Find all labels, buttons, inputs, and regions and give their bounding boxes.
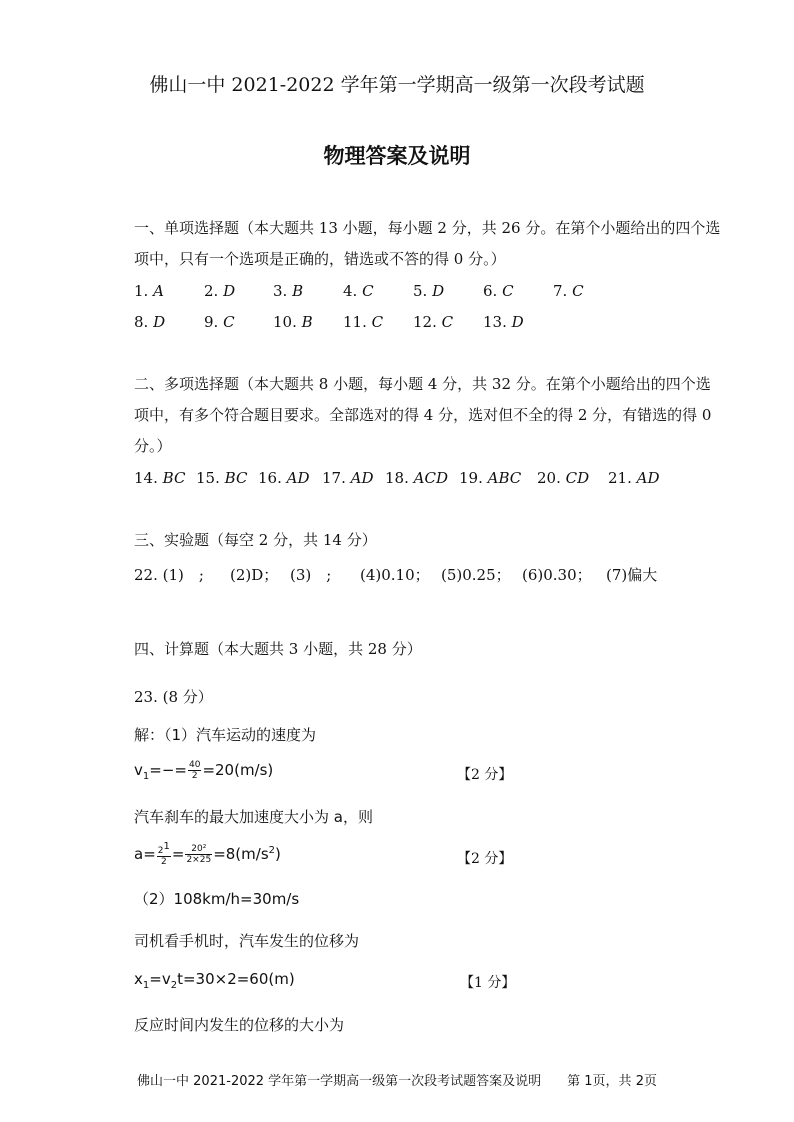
answer-item: 13. D (483, 313, 524, 331)
answer-item: 21. AD (608, 469, 660, 487)
answer-item: 12. C (413, 313, 454, 331)
blank-answer: (3) ; (290, 566, 332, 584)
unit-conversion: （2）108km/h=30m/s (134, 890, 300, 908)
page-subtitle: 物理答案及说明 (323, 143, 471, 168)
answer-item: 7. C (553, 282, 584, 300)
answer-item: 5. D (413, 282, 445, 300)
answer-item: 17. AD (322, 469, 374, 487)
score-tag: 【2 分】 (457, 767, 513, 783)
section3-heading: 三、实验题（每空 2 分，共 14 分） (134, 531, 377, 549)
equation-acceleration: a= $\frac{2^1}{2}$ = $\frac{\text{20²}}{2\times 25}$ $=8(m/s^2)$ (134, 841, 281, 867)
answer-item: 14. BC (134, 469, 186, 487)
score-tag: 【2 分】 (457, 851, 513, 867)
footer-title: 佛山一中 2021-2022 学年第一学期高一级第一次段考试题答案及说明 (137, 1074, 542, 1089)
reaction-displacement-intro: 反应时间内发生的位移的大小为 (134, 1016, 345, 1034)
answer-item: 8. D (134, 313, 166, 331)
answer-item: 15. BC (196, 469, 248, 487)
answer-item: 3. B (273, 282, 304, 300)
blank-answer: (4)0.10； (360, 566, 430, 584)
equation-displacement: $x_1=v_2t=30\times 2=60(m)$ (134, 970, 295, 991)
answer-item: 11. C (343, 313, 384, 331)
blank-answer: (5)0.25； (441, 566, 511, 584)
question-23-label: 23. (8 分） (134, 688, 213, 706)
answer-item: 19. ABC (459, 469, 522, 487)
blank-answer: (7)偏大 (606, 566, 658, 584)
answer-item: 2. D (204, 282, 236, 300)
answer-item: 4. C (343, 282, 374, 300)
page-title: 佛山一中 2021-2022 学年第一学期高一级第一次段考试题 (149, 74, 645, 96)
page-footer (0, 1070, 794, 1089)
section2-instruction-line1: 二、多项选择题（本大题共 8 小题，每小题 4 分，共 32 分。在第个小题给出的四个选 (134, 375, 711, 393)
acceleration-intro: 汽车刹车的最大加速度大小为 a，则 (134, 808, 373, 826)
answer-item: 20. CD (537, 469, 590, 487)
section4-heading: 四、计算题（本大题共 3 小题，共 28 分） (134, 640, 422, 658)
section2-instruction-line2: 项中，有多个符合题目要求。全部选对的得 4 分，选对但不全的得 2 分，有错选的得 0 (134, 406, 712, 424)
answer-item: 9. C (204, 313, 235, 331)
section1-instruction-line1: 一、单项选择题（本大题共 13 小题，每小题 2 分，共 26 分。在第个小题给出的四个选 (134, 219, 721, 237)
answer-item: 10. B (273, 313, 313, 331)
displacement-intro: 司机看手机时，汽车发生的位移为 (134, 932, 360, 950)
answer-item: 16. AD (258, 469, 310, 487)
answer-item: 18. ACD (385, 469, 448, 487)
equation-velocity: $v_1=-=$ $\frac{40}{2}$ =20(m/s) (134, 760, 274, 782)
page-number: 第 1页，共 2页 (567, 1074, 657, 1089)
answer-item: 1. A (134, 282, 164, 300)
section1-instruction-line2: 项中，只有一个选项是正确的，错选或不答的得 0 分。） (134, 250, 506, 268)
answer-item: 6. C (483, 282, 514, 300)
blank-answer: (6)0.30； (522, 566, 592, 584)
solution-intro: 解：（1）汽车运动的速度为 (134, 726, 317, 744)
blank-answer: (2)D； (230, 566, 279, 584)
blank-answer: 22. (1) ; (134, 566, 204, 584)
score-tag: 【1 分】 (460, 975, 516, 991)
section2-instruction-line3: 分。） (134, 437, 172, 455)
